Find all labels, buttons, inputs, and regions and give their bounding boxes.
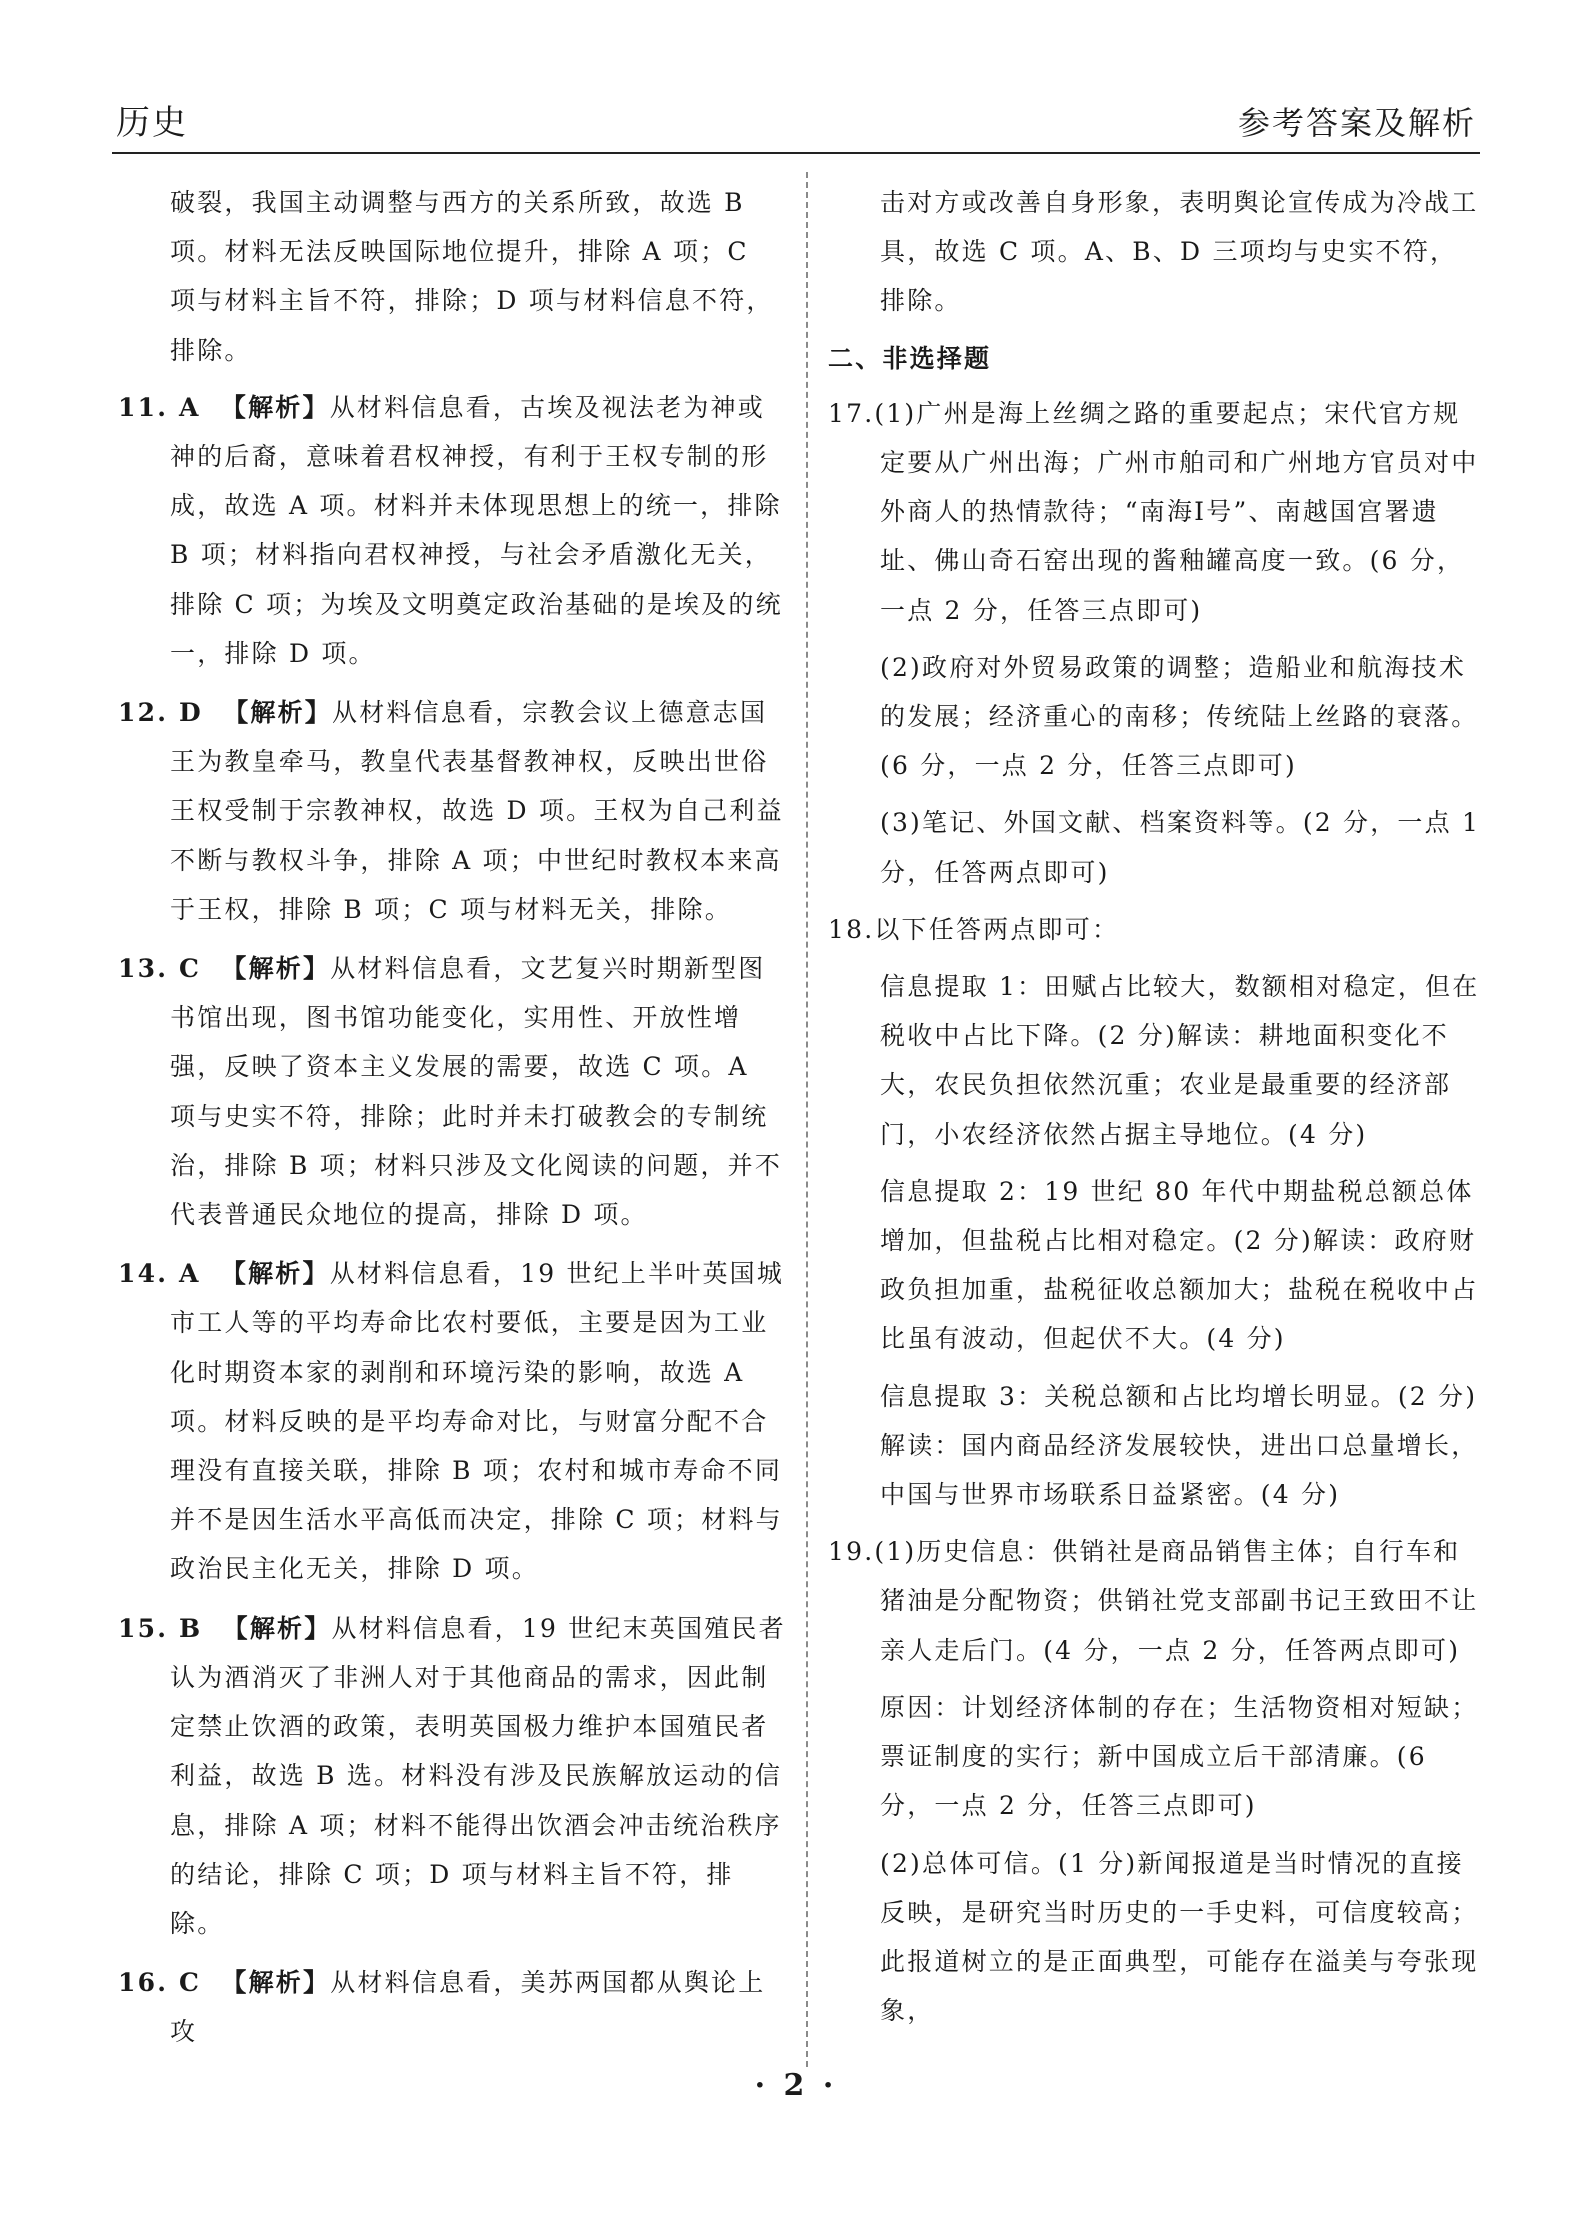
analysis-text: 从材料信息看，19 世纪上半叶英国城市工人等的平均寿命比农村要低，主要是因为工业化时期资本家的剥削和环境污染的影响，故选 A 项。材料反映的是平均寿命对比，与财富分配不合理没有直接关联，排除 B 项；农村和城市寿命不同并不是因生活水平高低而决定，排除 C 项；材料与政治民主化无关，排除 D 项。 <box>170 1259 785 1584</box>
answer-part: (2)政府对外贸易政策的调整；造船业和航海技术的发展；经济重心的南移；传统陆上丝路的衰落。(6 分，一点 2 分，任答三点即可) <box>880 652 1479 781</box>
answer-part: 信息提取 3：关税总额和占比均增长明显。(2 分)解读：国内商品经济发展较快，进出口总量增长，中国与世界市场联系日益紧密。(4 分) <box>880 1381 1479 1510</box>
question-number: 14. A <box>118 1259 201 1289</box>
question-14 <box>118 1249 786 1593</box>
answer-part: 信息提取 1：田赋占比较大，数额相对稳定，但在税收中占比下降。(2 分)解读：耕地面积变化不大，农民负担依然沉重；农业是最重要的经济部门，小农经济依然占据主导地位。(4 分) <box>880 972 1480 1149</box>
question-number: 11. A <box>118 392 201 422</box>
question-number: 19. <box>828 1537 875 1567</box>
question-number: 16. C <box>118 1968 202 1998</box>
column-divider <box>806 172 808 2067</box>
question-11 <box>118 383 786 678</box>
page-header <box>112 100 1480 154</box>
analysis-text: 从材料信息看，古埃及视法老为神或神的后裔，意味着君权神授，有利于王权专制的形成，故选 A 项。材料并未体现思想上的统一，排除 B 项；材料指向君权神授，与社会矛盾激化无关，排除 C 项；为埃及文明奠定政治基础的是埃及的统一，排除 D 项。 <box>170 392 783 668</box>
analysis-text: 从材料信息看，宗教会议上德意志国王为教皇牵马，教皇代表基督教神权，反映出世俗王权受制于宗教神权，故选 D 项。王权为自己利益不断与教权斗争，排除 A 项；中世纪时教权本来高于王权，排除 B 项；C 项与材料无关，排除。 <box>170 698 784 924</box>
continued-text: 破裂，我国主动调整与西方的关系所致，故选 B 项。材料无法反映国际地位提升，排除 A 项；C 项与材料主旨不符，排除；D 项与材料信息不符，排除。 <box>170 188 774 365</box>
left-column <box>118 178 786 2067</box>
question-12 <box>118 688 786 934</box>
question-17 <box>828 389 1483 635</box>
question-19 <box>828 1527 1483 1675</box>
analysis-tag: 【解析】 <box>221 954 331 984</box>
continued-text: 击对方或改善自身形象，表明舆论宣传成为冷战工具，故选 C 项。A、B、D 三项均与史实不符，排除。 <box>880 188 1479 316</box>
analysis-text: 从材料信息看，文艺复兴时期新型图书馆出现，图书馆功能变化，实用性、开放性增强，反映了资本主义发展的需要，故选 C 项。A 项与史实不符，排除；此时并未打破教会的专制统治，排除 B 项；材料只涉及文化阅读的问题，并不代表普通民众地位的提高，排除 D 项。 <box>170 954 783 1230</box>
analysis-tag: 【解析】 <box>223 698 332 728</box>
analysis-tag: 【解析】 <box>220 392 330 422</box>
right-column <box>828 178 1483 2043</box>
page-number: · 2 · <box>754 2068 838 2103</box>
analysis-tag: 【解析】 <box>222 1613 332 1643</box>
answer-part: (3)笔记、外国文献、档案资料等。(2 分，一点 1 分，任答两点即可) <box>880 808 1481 887</box>
question-15 <box>118 1604 786 1948</box>
question-18 <box>828 905 1483 954</box>
analysis-text: 从材料信息看，19 世纪末英国殖民者认为酒消灭了非洲人对于其他商品的需求，因此制定禁止饮酒的政策，表明英国极力维护本国殖民者利益，故选 B 选。材料没有涉及民族解放运动的信息，排除 A 项；材料不能得出饮酒会冲击统治秩序的结论，排除 C 项；D 项与材料主旨不符，排除。 <box>170 1613 786 1938</box>
question-number: 18. <box>828 914 875 944</box>
subject-title: 历史 <box>116 103 188 143</box>
answer-part: (1)广州是海上丝绸之路的重要起点；宋代官方规定要从广州出海；广州市舶司和广州地方官员对中外商人的热情款待；“南海Ⅰ号”、南越国宫署遗址、佛山奇石窑出现的酱釉罐高度一致。(6 分，一点 2 分，任答三点即可) <box>874 398 1479 625</box>
question-number: 17. <box>828 398 875 428</box>
answer-part: 信息提取 2：19 世纪 80 年代中期盐税总额总体增加，但盐税占比相对稳定。(2 分)解读：政府财政负担加重，盐税征收总额加大；盐税在税收中占比虽有波动，但起伏不大。(4 分) <box>880 1176 1479 1354</box>
answer-part: 原因：计划经济体制的存在；生活物资相对短缺；票证制度的实行；新中国成立后干部清廉。(6 分，一点 2 分，任答三点即可) <box>880 1692 1479 1821</box>
question-number: 13. C <box>118 954 202 984</box>
question-number: 12. D <box>118 698 203 728</box>
answer-intro: 以下任答两点即可： <box>874 914 1120 944</box>
question-number: 15. B <box>118 1613 203 1643</box>
section-title: 二、非选择题 <box>828 343 992 373</box>
analysis-tag: 【解析】 <box>221 1968 331 1998</box>
question-16 <box>118 1958 786 2056</box>
analysis-text: 从材料信息看，美苏两国都从舆论上攻 <box>170 1968 766 2047</box>
answer-part: (1)历史信息：供销社是商品销售主体；自行车和猪油是分配物资；供销社党支部副书记王致田不让亲人走后门。(4 分，一点 2 分，任答两点即可) <box>874 1537 1479 1665</box>
question-13 <box>118 944 786 1239</box>
answer-part: (2)总体可信。(1 分)新闻报道是当时情况的直接反映，是研究当时历史的一手史料，可信度较高；此报道树立的是正面典型，可能存在溢美与夸张现象， <box>880 1848 1479 2026</box>
answer-key-title: 参考答案及解析 <box>1237 104 1476 142</box>
analysis-tag: 【解析】 <box>220 1259 330 1289</box>
